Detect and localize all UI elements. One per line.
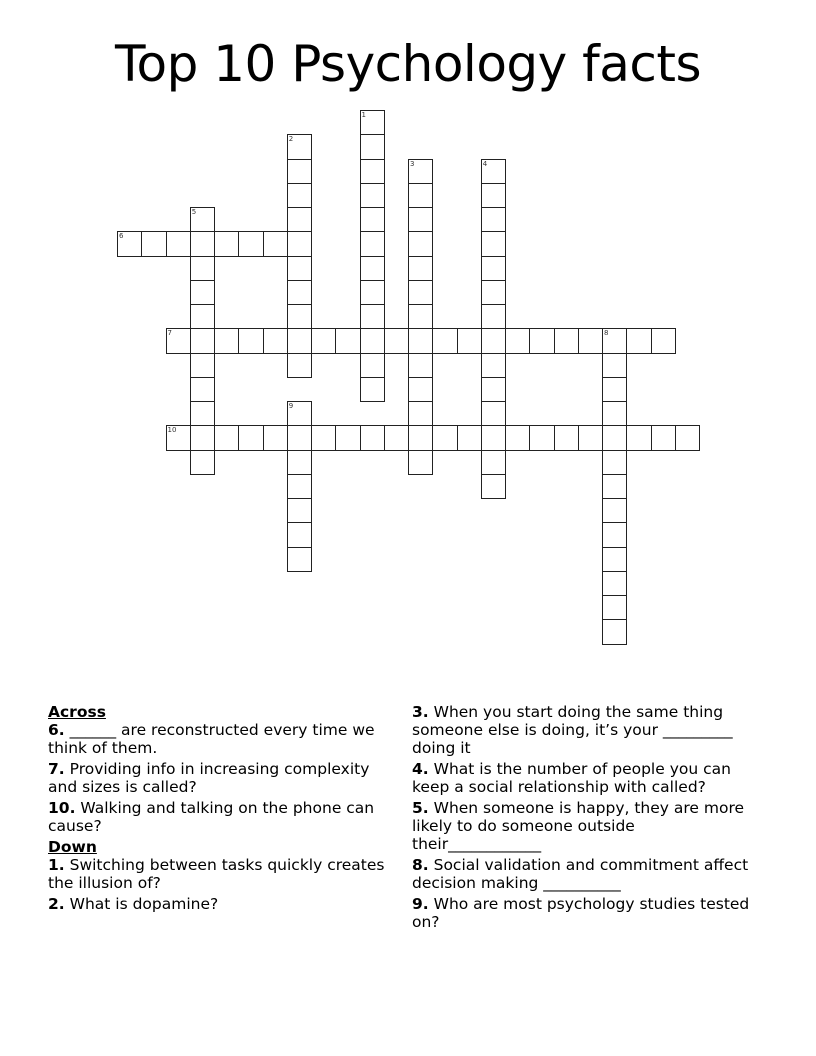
- grid-cell[interactable]: [481, 159, 506, 184]
- cell-number: 6: [119, 232, 124, 241]
- grid-cell[interactable]: [602, 328, 627, 353]
- grid-cell[interactable]: [287, 159, 312, 184]
- grid-cell[interactable]: [432, 425, 457, 450]
- grid-cell[interactable]: [602, 401, 627, 426]
- grid-cell[interactable]: [287, 498, 312, 523]
- grid-cell[interactable]: [190, 450, 215, 475]
- grid-cell[interactable]: [287, 547, 312, 572]
- grid-cell[interactable]: [384, 425, 409, 450]
- grid-cell[interactable]: [287, 425, 312, 450]
- puzzle-title: Top 10 Psychology facts: [114, 35, 702, 93]
- grid-cell[interactable]: [529, 328, 554, 353]
- grid-cell[interactable]: [602, 619, 627, 644]
- grid-cell[interactable]: [481, 474, 506, 499]
- grid-cell[interactable]: [408, 159, 433, 184]
- grid-cell[interactable]: [238, 231, 263, 256]
- grid-cell[interactable]: [287, 522, 312, 547]
- grid-cell[interactable]: [408, 183, 433, 208]
- grid-cell[interactable]: [602, 547, 627, 572]
- grid-cell[interactable]: [166, 328, 191, 353]
- grid-cell[interactable]: [360, 134, 385, 159]
- cell-number: 9: [288, 402, 294, 410]
- grid-cell[interactable]: [602, 595, 627, 620]
- grid-cell[interactable]: [602, 450, 627, 475]
- cell-number: 5: [191, 208, 197, 216]
- grid-cell[interactable]: [360, 256, 385, 281]
- grid-cell[interactable]: [481, 304, 506, 329]
- grid-cell[interactable]: [602, 377, 627, 402]
- grid-cell[interactable]: [457, 328, 482, 353]
- grid-cell[interactable]: [311, 328, 336, 353]
- grid-cell[interactable]: [602, 353, 627, 378]
- grid-cell[interactable]: [190, 353, 215, 378]
- grid-cell[interactable]: [190, 425, 215, 450]
- grid-cell[interactable]: [360, 159, 385, 184]
- grid-cell[interactable]: [408, 231, 433, 256]
- grid-cell[interactable]: [408, 256, 433, 281]
- grid-cell[interactable]: [335, 328, 360, 353]
- grid-cell[interactable]: [360, 231, 385, 256]
- grid-cell[interactable]: [238, 425, 263, 450]
- grid-cell[interactable]: [360, 425, 385, 450]
- grid-cell[interactable]: [505, 328, 530, 353]
- grid-cell[interactable]: [287, 183, 312, 208]
- grid-cell[interactable]: [651, 425, 676, 450]
- grid-cell[interactable]: [166, 231, 191, 256]
- grid-cell[interactable]: [214, 328, 239, 353]
- clues-left-column: [48, 703, 388, 916]
- grid-cell[interactable]: [578, 328, 603, 353]
- cell-number: 7: [167, 329, 172, 338]
- grid-cell[interactable]: [287, 353, 312, 378]
- grid-cell[interactable]: [408, 207, 433, 232]
- grid-cell[interactable]: [287, 231, 312, 256]
- grid-cell[interactable]: [263, 328, 288, 353]
- grid-cell[interactable]: [117, 231, 142, 256]
- grid-cell[interactable]: [408, 425, 433, 450]
- grid-cell[interactable]: [481, 207, 506, 232]
- grid-cell[interactable]: [335, 425, 360, 450]
- cell-number: 3: [410, 159, 415, 168]
- grid-cell[interactable]: [360, 280, 385, 305]
- clue-down-5: 5. When someone is happy, they are more likely to do someone outside their____________: [412, 799, 745, 853]
- grid-cell[interactable]: [384, 328, 409, 353]
- grid-cell[interactable]: [190, 256, 215, 281]
- grid-cell[interactable]: [360, 110, 385, 135]
- clue-down-9: 9. Who are most psychology studies tested on?: [412, 895, 750, 931]
- grid-cell[interactable]: [408, 450, 433, 475]
- clue-down-1: 1. Switching between tasks quickly creates the illusion of?: [48, 856, 385, 892]
- grid-cell[interactable]: [481, 280, 506, 305]
- grid-cell[interactable]: [360, 353, 385, 378]
- grid-cell[interactable]: [481, 328, 506, 353]
- grid-cell[interactable]: [602, 522, 627, 547]
- grid-cell[interactable]: [263, 231, 288, 256]
- clue-down-4: 4. What is the number of people you can keep a social relationship with called?: [412, 760, 731, 796]
- grid-cell[interactable]: [263, 425, 288, 450]
- grid-cell[interactable]: [529, 425, 554, 450]
- grid-cell[interactable]: [287, 304, 312, 329]
- grid-cell[interactable]: [360, 304, 385, 329]
- grid-cell[interactable]: [214, 231, 239, 256]
- grid-cell[interactable]: [408, 280, 433, 305]
- cell-number: 1: [361, 111, 366, 119]
- grid-cell[interactable]: [287, 207, 312, 232]
- grid-cell[interactable]: [238, 328, 263, 353]
- grid-cell[interactable]: [360, 183, 385, 208]
- grid-cell[interactable]: [578, 425, 603, 450]
- grid-cell[interactable]: [554, 425, 579, 450]
- grid-cell[interactable]: [481, 183, 506, 208]
- clues-right-column: [412, 703, 752, 934]
- grid-cell[interactable]: [408, 401, 433, 426]
- grid-cell[interactable]: [481, 450, 506, 475]
- grid-cell[interactable]: [190, 207, 215, 232]
- clue-across-6: 6. ______ are reconstructed every time we think of them.: [48, 721, 375, 757]
- cell-number: 2: [288, 135, 294, 144]
- grid-cell[interactable]: [190, 231, 215, 256]
- grid-cell[interactable]: [190, 377, 215, 402]
- grid-cell[interactable]: [481, 377, 506, 402]
- grid-cell[interactable]: [287, 134, 312, 159]
- grid-cell[interactable]: [190, 401, 215, 426]
- grid-cell[interactable]: [481, 231, 506, 256]
- grid-cell[interactable]: [408, 377, 433, 402]
- grid-cell[interactable]: [214, 425, 239, 450]
- cell-number: 8: [604, 329, 609, 338]
- grid-cell[interactable]: [432, 328, 457, 353]
- down-heading: Down: [48, 838, 97, 856]
- grid-cell[interactable]: [481, 401, 506, 426]
- grid-cell[interactable]: [408, 304, 433, 329]
- grid-cell[interactable]: [190, 304, 215, 329]
- clue-across-7: 7. Providing info in increasing complexity and sizes is called?: [48, 760, 370, 796]
- grid-cell[interactable]: [457, 425, 482, 450]
- cell-number: 4: [482, 159, 488, 168]
- grid-cell[interactable]: [602, 474, 627, 499]
- grid-cell[interactable]: [626, 425, 651, 450]
- across-heading: Across: [48, 703, 106, 721]
- grid-cell[interactable]: [360, 328, 385, 353]
- grid-cell[interactable]: [190, 280, 215, 305]
- grid-cell[interactable]: [166, 425, 191, 450]
- clue-down-3: 3. When you start doing the same thing someone else is doing, it’s your _________ doing it: [412, 703, 733, 757]
- grid-cell[interactable]: [602, 571, 627, 596]
- cell-number: 10: [167, 426, 177, 435]
- grid-cell[interactable]: [287, 280, 312, 305]
- grid-cell[interactable]: [651, 328, 676, 353]
- grid-cell[interactable]: [626, 328, 651, 353]
- grid-cell[interactable]: [602, 498, 627, 523]
- grid-cell[interactable]: [287, 474, 312, 499]
- grid-cell[interactable]: [408, 328, 433, 353]
- grid-cell[interactable]: [141, 231, 166, 256]
- grid-cell[interactable]: [190, 328, 215, 353]
- grid-cell[interactable]: [287, 450, 312, 475]
- grid-cell[interactable]: [360, 377, 385, 402]
- clue-down-2: 2. What is dopamine?: [48, 895, 219, 913]
- clue-across-10: 10. Walking and talking on the phone can cause?: [48, 799, 375, 835]
- grid-cell[interactable]: [554, 328, 579, 353]
- grid-cell[interactable]: [481, 425, 506, 450]
- grid-cell[interactable]: [311, 425, 336, 450]
- grid-cell[interactable]: [408, 353, 433, 378]
- clue-down-8: 8. Social validation and commitment affect decision making __________: [412, 856, 749, 892]
- grid-cell[interactable]: [505, 425, 530, 450]
- grid-cell[interactable]: [602, 425, 627, 450]
- grid-cell[interactable]: [287, 328, 312, 353]
- grid-cell[interactable]: [287, 401, 312, 426]
- grid-cell[interactable]: [481, 353, 506, 378]
- grid-cell[interactable]: [360, 207, 385, 232]
- grid-cell[interactable]: [675, 425, 700, 450]
- grid-cell[interactable]: [287, 256, 312, 281]
- grid-cell[interactable]: [481, 256, 506, 281]
